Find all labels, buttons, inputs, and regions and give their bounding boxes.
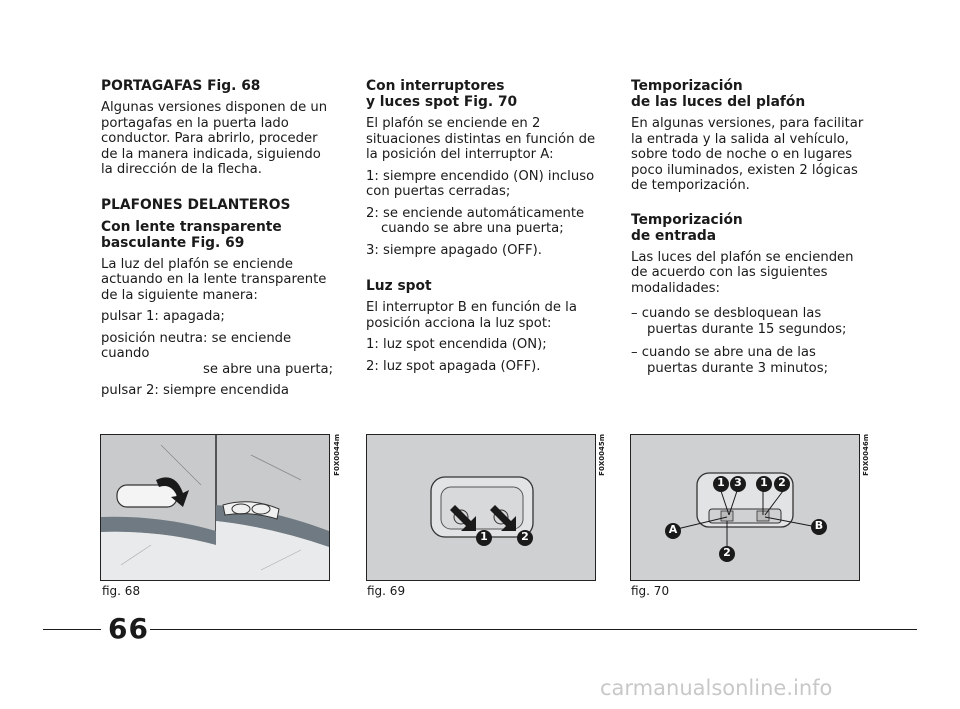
lente-title-line1: Con lente transparente [101,218,282,235]
fig70-label-2a: 2 [778,476,786,489]
switch-item-2: 2: se enciende automáticamente cuando se abre una puerta; [366,205,585,236]
entrada-text: Las luces del plafón se encienden de acuerdo con las siguientes modalidades: [631,249,854,296]
lente-text: La luz del plafón se enciende actuando en la lente transparente de la siguiente manera: [101,256,327,303]
spot-title: Luz spot [366,278,432,294]
temporizacion-text: En algunas versiones, para facilitar la entrada y la salida al vehículo, sobre todo de noche o en lugares poco iluminados, existen 2 lógicas de temporización. [631,116,864,193]
transparent-lens-drawing [367,435,595,580]
neutra-text-line1: posición neutra: se enciende cuando [101,330,292,361]
footer-rule-left [43,629,101,630]
plafones-title: PLAFONES DELANTEROS [101,196,291,213]
fig70-label-3: 3 [734,476,742,489]
fig70-label-2b: 2 [723,546,731,559]
spot-text: El interruptor B en función de la posición acciona la luz spot: [366,300,577,331]
page-number: 66 [108,612,149,645]
fig69-label-2: 2 [521,530,529,543]
temporizacion-title-line1: Temporización [631,78,743,94]
interruptores-title-line1: Con interruptores [366,78,505,94]
figure-70-illustration [630,434,860,581]
watermark-text: carmanualsonline.info [600,676,833,700]
figure-69-code: F0X0045m [598,434,606,476]
entrada-bullet-2: – cuando se abre una de las puertas durante 3 minutos; [631,345,829,376]
column-left [101,78,336,399]
fig70-label-b: B [814,519,824,532]
spot-item-2: 2: luz spot apagada (OFF). [366,358,541,374]
figure-68-code: F0X0044m [333,434,341,476]
glasses-holder-drawing [101,435,329,580]
lente-title-line2: basculante Fig. 69 [101,234,245,251]
column-middle [366,78,601,374]
entrada-title-line2: de entrada [631,227,717,244]
pulsar2-text: pulsar 2: siempre encendida [101,383,289,398]
fig70-label-1b: 1 [760,476,768,489]
spot-item-1: 1: luz spot encendida (ON); [366,337,547,352]
portagafas-title: PORTAGAFAS Fig. 68 [101,78,261,94]
temporizacion-title-line2: de las luces del plafón [631,94,806,110]
neutra-text-line2: se abre una puerta; [203,361,334,377]
figure-69-illustration [366,434,596,581]
switches-spot-drawing [631,435,859,580]
figure-68-caption: fig. 68 [102,584,141,598]
pulsar1-text: pulsar 1: apagada; [101,309,225,324]
switch-item-1: 1: siempre encendido (ON) incluso con puertas cerradas; [366,168,595,199]
fig69-label-1: 1 [480,530,488,543]
switch-item-3: 3: siempre apagado (OFF). [366,242,542,258]
fig70-label-1a: 1 [717,476,725,489]
figure-69-caption: fig. 69 [367,584,406,598]
footer-rule-right [150,629,917,630]
figure-68-illustration [100,434,330,581]
fig70-label-a: A [668,523,678,536]
portagafas-text: Algunas versiones disponen de un portagafas en la puerta lado conductor. Para abrirlo, proceder de la manera indicada, siguiendo la dirección de la flecha. [101,100,328,177]
interruptores-intro: El plafón se enciende en 2 situaciones distintas en función de la posición del interruptor A: [366,116,596,162]
column-right [631,78,866,376]
entrada-title-line1: Temporización [631,211,743,228]
figure-70-caption: fig. 70 [631,584,670,598]
interruptores-title-line2: y luces spot Fig. 70 [366,94,518,110]
entrada-bullet-1: – cuando se desbloquean las puertas durante 15 segundos; [631,306,847,337]
figure-70-code: F0X0046m [862,434,870,476]
